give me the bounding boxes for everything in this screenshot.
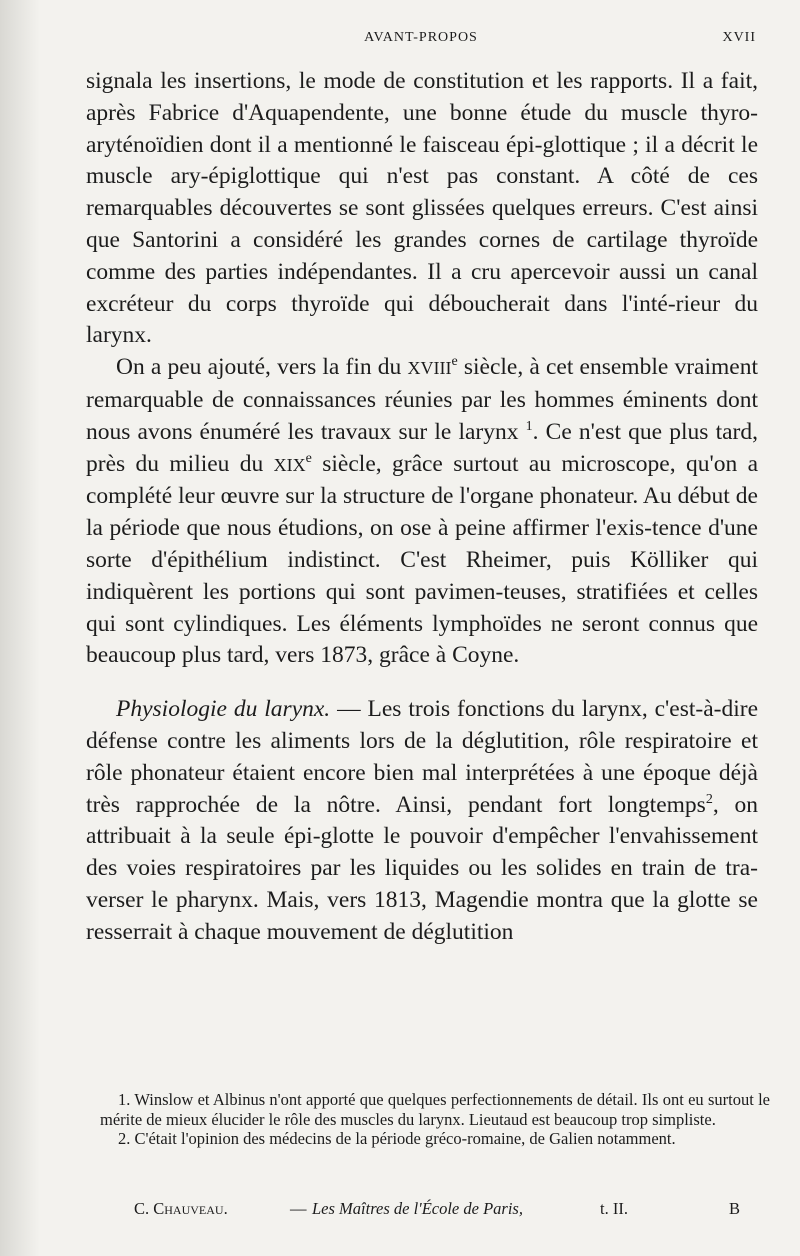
paragraph-2: [86, 352, 758, 672]
page-number: XVII: [722, 30, 756, 45]
footnote-1: 1. Winslow et Albinus n'ont apporté que quelques perfectionnements de détail. Ils ont eu surtout le mérite de mieux élucider le rôle des muscles du larynx. Lieutaud est beaucoup trop simpliste.: [100, 1090, 770, 1129]
paragraph-2-part-a: On a peu ajouté, vers la fin du: [116, 354, 408, 381]
footnotes: [100, 1090, 770, 1149]
running-title: AVANT-PROPOS: [364, 30, 478, 45]
footnote-ref-1[interactable]: 1: [525, 418, 533, 434]
paragraph-2-part-d: siècle, grâce surtout au microscope, qu'on a complété leur œuvre sur la structure de l'organe phonateur. Au début de la période que nous étudions, on ose à peine affirmer l'exis-tence d'une sorte d'épithélium indistinct. C'est Rheimer, puis Kölliker qui indiquèrent les portions qui sont pavimen-teuses, stratifiées et celles qui sont cylindiques. Les éléments lymphoïdes ne seront connus que beaucoup plus tard, vers 1873, grâce à Coyne.: [86, 450, 759, 669]
paragraph-2-part-b: siècle, à cet ensemble vraiment remarquable de connaissances réunies par les hommes éminents dont nous avons énuméré les travaux sur le larynx: [86, 354, 758, 445]
paragraph-1: signala les insertions, le mode de constitution et les rapports. Il a fait, après Fabrice d'Aquapendente, une bonne étude du muscle thyro-aryténoïdien dont il a mentionné le faisceau épi-glottique ; il a décrit le muscle ary-épiglottique qui n'est pas constant. A côté de ces remarquables découvertes se sont glissées quelques erreurs. C'est ainsi que Santorini a considéré les grandes cornes de cartilage thyroïde comme des parties indépendantes. Il a cru apercevoir aussi un canal excréteur du corps thyroïde qui déboucherait dans l'inté-rieur du larynx.: [86, 68, 758, 349]
paragraph-3-part-b: , on attribuait à la seule épi-glotte le pouvoir d'empêcher l'envahissement des voies respiratoires par les liquides ou les solides en train de tra-verser le pharynx. Mais, vers 1813, Magendie montra que la glotte se resserrait à chaque mouvement de déglutition: [86, 791, 758, 945]
paragraph-3: [86, 694, 758, 948]
signature-volume: t. II.: [600, 1199, 628, 1218]
paragraph-3-part-a: — Les trois fonctions du larynx, c'est-à-dire défense contre les aliments lors de la déglutition, rôle respiratoire et rôle phonateur étaient encore bien mal interprétées à une époque déjà très rapprochée de la nôtre. Ainsi, pendant fort longtemps: [86, 696, 759, 818]
century-18-sup: e: [451, 354, 458, 370]
footnote-ref-2[interactable]: 2: [705, 791, 713, 807]
section-title: Physiologie du larynx.: [116, 696, 331, 723]
century-18: XVIII: [407, 358, 452, 379]
signature-author: C. Chauveau.: [134, 1199, 228, 1218]
century-19-sup: e: [305, 450, 312, 466]
page-header: [86, 30, 756, 56]
footnote-2: 2. C'était l'opinion des médecins de la période gréco-romaine, de Galien notamment.: [118, 1129, 676, 1148]
signature-mark: B: [728, 1199, 740, 1218]
signature-separator: —: [290, 1199, 307, 1218]
body-text: [86, 66, 758, 949]
signature-title: Les Maîtres de l'École de Paris,: [312, 1199, 523, 1218]
page-shadow: [0, 0, 40, 1256]
century-19: XIX: [273, 454, 306, 475]
paragraph-2-part-c: . Ce n'est que plus tard, près du milieu du: [86, 418, 758, 477]
